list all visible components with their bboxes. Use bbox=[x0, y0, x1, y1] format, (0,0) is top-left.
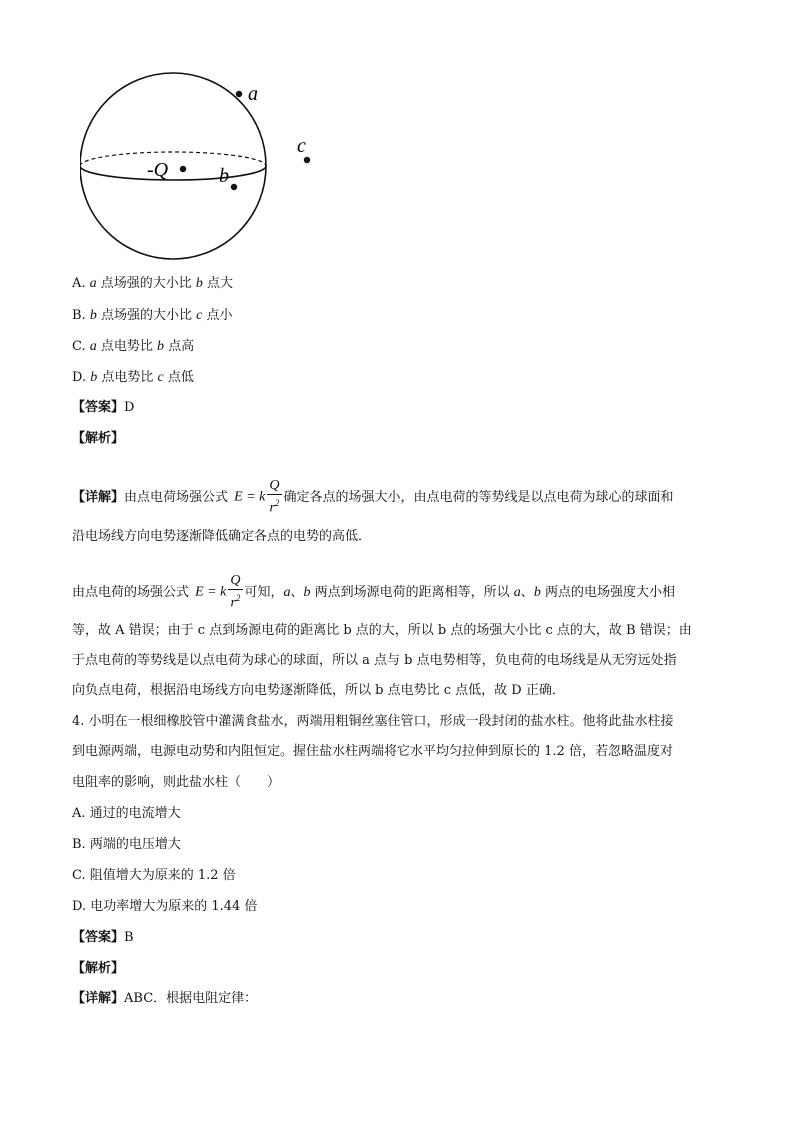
q3-para-line-3: 于点电荷的等势线是以点电荷为球心的球面，所以 a 点与 b 点电势相等，负电荷的电场线是从无穷远处指 bbox=[72, 653, 677, 668]
sphere-outline bbox=[80, 73, 266, 259]
q3-answer: 【答案】D bbox=[72, 400, 135, 415]
q4-answer: 【答案】B bbox=[72, 930, 134, 945]
q4-option-d[interactable]: D. 电功率增大为原来的 1.44 倍 bbox=[72, 899, 258, 914]
point-a bbox=[236, 91, 242, 97]
field-formula-2: E = k $\frac{Q}{r^2}$ bbox=[195, 573, 241, 611]
label-c: c bbox=[297, 135, 306, 157]
q3-option-b[interactable]: B. b 点场强的大小比 c 点小 bbox=[72, 308, 233, 323]
q3-detail-line-1: 【详解】由点电荷场强公式 E = k $\frac{Q}{r^2}$ 确定各点的场强大小，由点电荷的等势线是以点电荷为球心的球面和 bbox=[72, 478, 674, 516]
q3-option-c[interactable]: C. a 点电势比 b 点高 bbox=[72, 339, 195, 354]
q4-option-b[interactable]: B. 两端的电压增大 bbox=[72, 837, 181, 852]
q3-option-d[interactable]: D. b 点电势比 c 点低 bbox=[72, 370, 194, 385]
label-b: b bbox=[219, 165, 229, 187]
point-q bbox=[180, 166, 186, 172]
q4-option-c[interactable]: C. 阻值增大为原来的 1.2 倍 bbox=[72, 868, 236, 883]
point-c bbox=[304, 157, 310, 163]
point-b bbox=[231, 184, 237, 190]
q3-analysis-tag: 【解析】 bbox=[72, 431, 125, 446]
q4-stem-line-2: 到电源两端，电源电动势和内阻恒定。握住盐水柱两端将它水平均匀拉伸到原长的 1.2 倍，若忽略温度对 bbox=[72, 744, 673, 759]
q4-stem-line-1: 4. 小明在一根细橡胶管中灌满食盐水，两端用粗铜丝塞住管口，形成一段封闭的盐水柱。他将此盐水柱接 bbox=[72, 714, 674, 729]
q3-para-line-1: 由点电荷的场强公式 E = k $\frac{Q}{r^2}$ 可知，a、b 两点到场源电荷的距离相等，所以 a、b 两点的电场强度大小相 bbox=[72, 573, 675, 611]
q3-para-line-2: 等，故 A 错误；由于 c 点到场源电荷的距离比 b 点的大，所以 b 点的场强大小比 c 点的大，故 B 错误；由 bbox=[72, 623, 692, 638]
equator-front bbox=[80, 166, 266, 180]
q4-stem-line-3: 电阻率的影响，则此盐水柱（ ） bbox=[72, 775, 281, 790]
q4-option-a[interactable]: A. 通过的电流增大 bbox=[72, 806, 181, 821]
charged-sphere-diagram bbox=[80, 72, 320, 267]
equator-back-dashed bbox=[80, 152, 266, 166]
q4-analysis-tag: 【解析】 bbox=[72, 961, 125, 976]
q3-detail-line-2: 沿电场线方向电势逐渐降低确定各点的电势的高低． bbox=[72, 529, 372, 544]
q4-detail: 【详解】ABC．根据电阻定律： bbox=[72, 991, 258, 1006]
q3-para-line-4: 向负点电荷，根据沿电场线方向电势逐渐降低，所以 b 点电势比 c 点低，故 D 正确． bbox=[72, 683, 565, 698]
q3-option-a[interactable]: A. a 点场强的大小比 b 点大 bbox=[72, 276, 234, 291]
label-a: a bbox=[248, 83, 258, 105]
field-formula: E = k $\frac{Q}{r^2}$ bbox=[234, 478, 280, 516]
label-q: -Q bbox=[147, 159, 169, 181]
